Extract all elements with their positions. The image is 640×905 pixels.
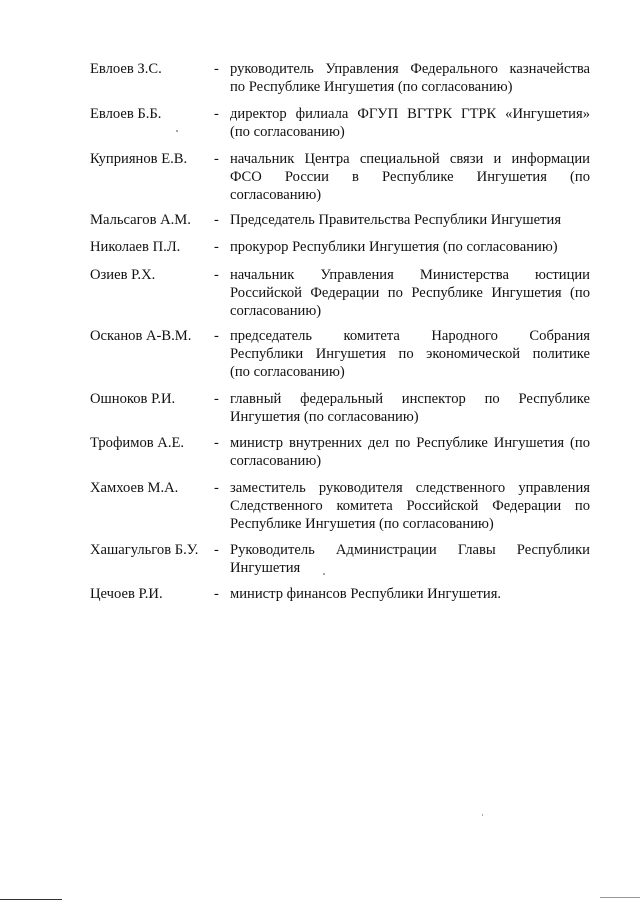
member-name: Мальсагов А.М.	[90, 212, 191, 228]
member-position	[230, 327, 590, 381]
position-line: начальник Центра специальной связи и информации	[230, 151, 590, 167]
member-dash: -	[214, 391, 219, 407]
member-position	[230, 150, 590, 204]
position-line: главный федеральный инспектор по Республике	[230, 391, 590, 407]
member-position	[230, 541, 590, 577]
position-line: согласованию)	[230, 303, 322, 319]
member-position	[230, 479, 590, 533]
member-position	[230, 434, 590, 470]
position-line: Следственного комитета Российской Федерации по	[230, 498, 590, 514]
position-line: министр финансов Республики Ингушетия.	[230, 586, 502, 602]
position-line: министр внутренних дел по Республике Ингушетия (по	[230, 435, 590, 451]
member-name: Евлоев З.С.	[90, 61, 162, 77]
position-line: (по согласованию)	[230, 124, 345, 140]
member-position	[230, 105, 590, 141]
scan-edge-line	[600, 897, 640, 898]
member-name: Хашагульгов Б.У.	[90, 542, 199, 558]
position-line: прокурор Республики Ингушетия (по согласованию)	[230, 239, 558, 255]
member-name: Куприянов Е.В.	[90, 151, 188, 167]
member-name: Трофимов А.Е.	[90, 435, 185, 451]
member-name: Озиев Р.Х.	[90, 267, 156, 283]
member-dash: -	[214, 542, 219, 558]
position-line: Ингушетия	[230, 560, 301, 576]
member-name: Евлоев Б.Б.	[90, 106, 162, 122]
member-name: Цечоев Р.И.	[90, 586, 163, 602]
scan-speck	[176, 130, 178, 132]
scan-edge-line	[0, 899, 62, 900]
position-line: председатель комитета Народного Собрания	[230, 328, 590, 344]
position-line: начальник Управления Министерства юстиции	[230, 267, 590, 283]
member-dash: -	[214, 435, 219, 451]
position-line: Республики Ингушетия по экономической политике	[230, 346, 590, 362]
position-line: согласованию)	[230, 187, 322, 203]
member-dash: -	[214, 239, 219, 255]
member-position	[230, 390, 590, 426]
member-name: Николаев П.Л.	[90, 239, 181, 255]
position-line: Российской Федерации по Республике Ингушетия (по	[230, 285, 590, 301]
position-line: заместитель руководителя следственного управления	[230, 480, 590, 496]
member-dash: -	[214, 328, 219, 344]
position-line: руководитель Управления Федерального казначейства	[230, 61, 590, 77]
member-dash: -	[214, 212, 219, 228]
member-position	[230, 266, 590, 320]
member-dash: -	[214, 151, 219, 167]
scan-speck	[323, 573, 325, 575]
position-line: ФСО России в Республике Ингушетия (по	[230, 169, 590, 185]
position-line: Ингушетия (по согласованию)	[230, 409, 419, 425]
member-position	[230, 585, 590, 603]
member-dash: -	[214, 106, 219, 122]
position-line: Председатель Правительства Республики Ингушетия	[230, 212, 562, 228]
member-position	[230, 211, 590, 229]
position-line: директор филиала ФГУП ВГТРК ГТРК «Ингушетия»	[230, 106, 590, 122]
member-name: Осканов А-В.М.	[90, 328, 192, 344]
position-line: Руководитель Администрации Главы Республики	[230, 542, 590, 558]
position-line: (по согласованию)	[230, 364, 345, 380]
position-line: по Республике Ингушетия (по согласованию)	[230, 79, 513, 95]
position-line: Республике Ингушетия (по согласованию)	[230, 516, 494, 532]
member-name: Ошноков Р.И.	[90, 391, 176, 407]
scan-speck	[482, 814, 483, 816]
member-dash: -	[214, 480, 219, 496]
member-dash: -	[214, 61, 219, 77]
member-position	[230, 238, 590, 256]
member-position	[230, 60, 590, 96]
member-name: Хамхоев М.А.	[90, 480, 179, 496]
position-line: согласованию)	[230, 453, 322, 469]
member-dash: -	[214, 586, 219, 602]
member-dash: -	[214, 267, 219, 283]
